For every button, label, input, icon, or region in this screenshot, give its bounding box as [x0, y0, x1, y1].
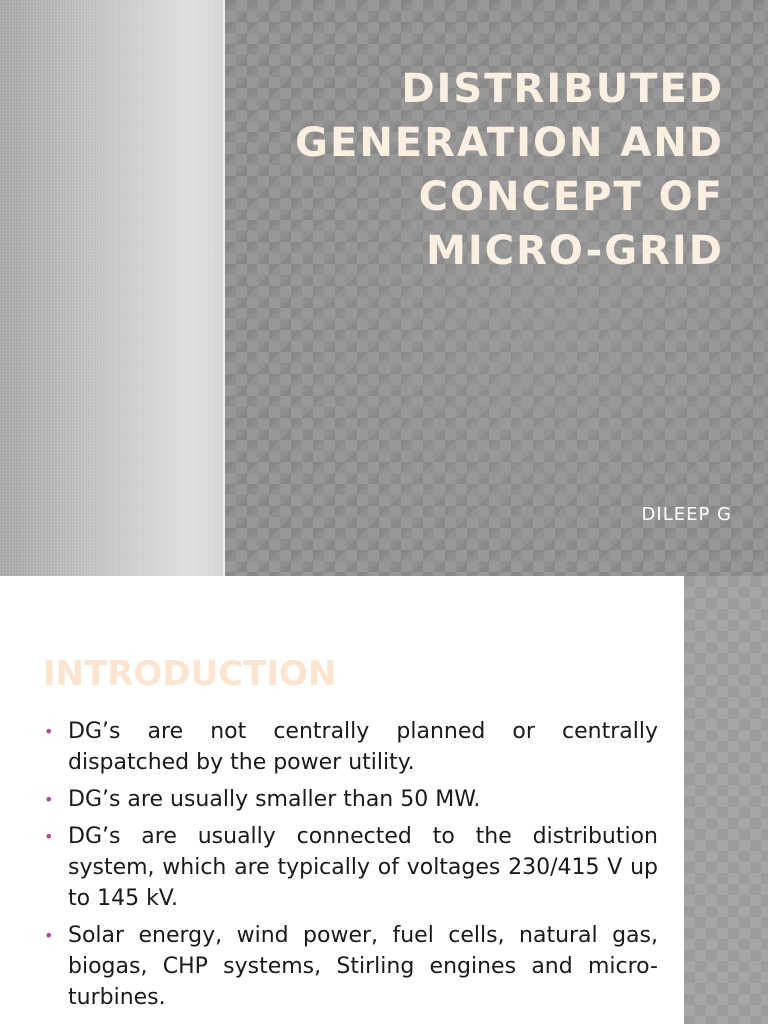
bullet-icon: • — [44, 926, 54, 945]
introduction-slide — [0, 576, 768, 1024]
right-pattern-sidebar — [684, 576, 768, 1024]
list-item — [44, 716, 658, 778]
slide-title: DISTRIBUTED GENERATION AND CONCEPT OF MICRO-GRID — [295, 66, 724, 274]
list-item — [44, 920, 658, 1013]
author-name: DILEEP G — [641, 504, 732, 525]
left-texture-panel — [0, 0, 223, 576]
bullet-list — [44, 716, 658, 1019]
bullet-icon: • — [44, 790, 54, 809]
list-item — [44, 784, 658, 815]
list-item-text: DG’s are not centrally planned or centrally dispatched by the power utility. — [68, 719, 658, 775]
list-item — [44, 821, 658, 914]
slide-heading: INTRODUCTION — [43, 654, 337, 694]
list-item-text: DG’s are usually smaller than 50 MW. — [68, 787, 481, 812]
bullet-icon: • — [44, 827, 54, 846]
list-item-text: Solar energy, wind power, fuel cells, natural gas, biogas, CHP systems, Stirling engines and micro-turbines. — [68, 923, 658, 1010]
list-item-text: DG’s are usually connected to the distribution system, which are typically of voltages 230/415 V up to 145 kV. — [68, 824, 658, 911]
bullet-icon: • — [44, 722, 54, 741]
